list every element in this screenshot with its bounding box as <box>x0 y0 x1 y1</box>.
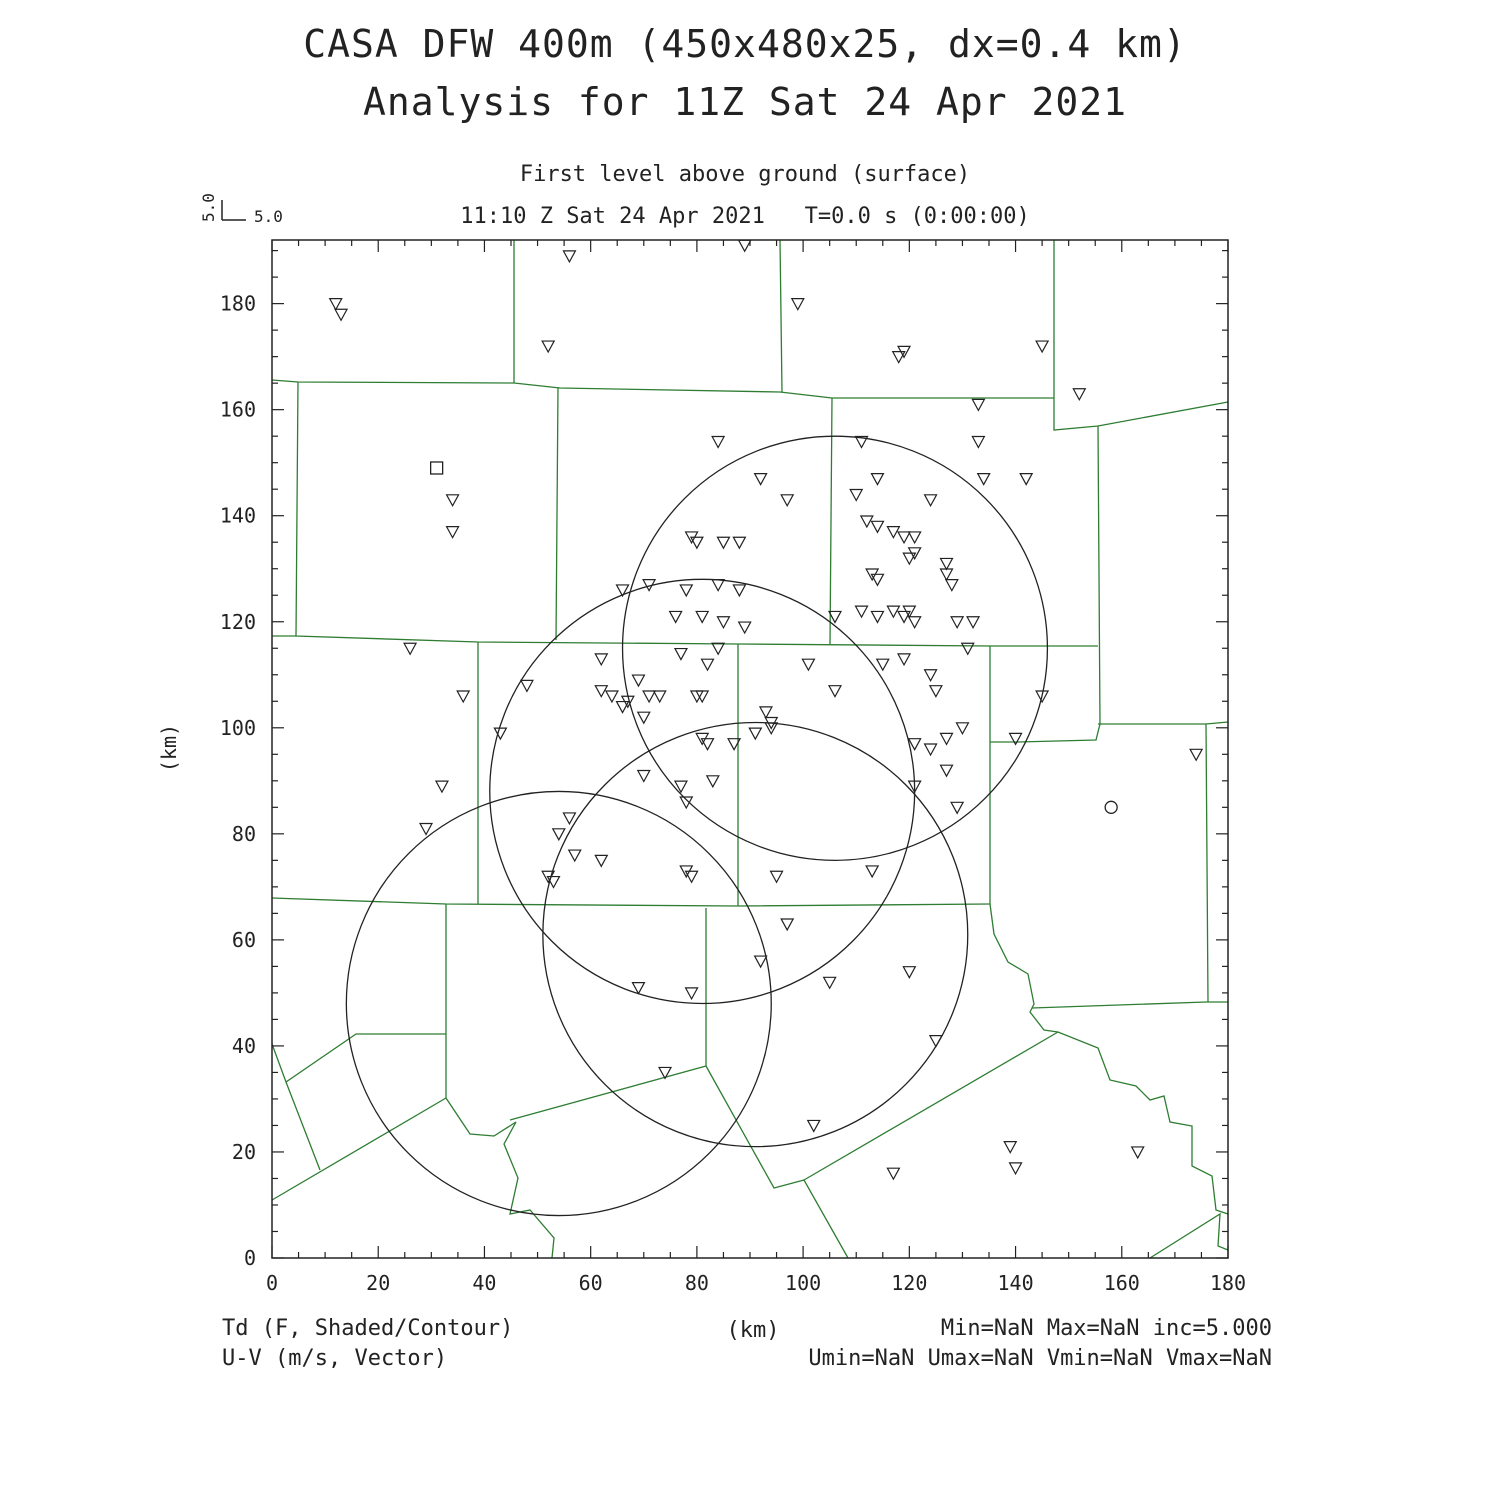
station-markers <box>330 240 1202 1179</box>
station-marker <box>951 617 963 628</box>
station-marker <box>930 686 942 697</box>
county-line <box>830 398 832 644</box>
station-marker <box>1004 1142 1016 1153</box>
station-marker <box>638 771 650 782</box>
county-line <box>1054 240 1228 430</box>
county-line <box>286 1082 320 1170</box>
station-marker <box>871 611 883 622</box>
station-marker <box>717 537 729 548</box>
x-tick-label: 160 <box>1103 1271 1140 1295</box>
station-marker <box>739 622 751 633</box>
station-marker <box>941 569 953 580</box>
county-line <box>1098 722 1228 724</box>
county-line <box>296 382 1098 646</box>
station-marker <box>1073 389 1085 400</box>
station-marker <box>1010 733 1022 744</box>
y-tick-label: 40 <box>231 1033 256 1058</box>
station-marker <box>436 781 448 792</box>
x-tick-label: 40 <box>472 1271 497 1295</box>
station-marker <box>1020 474 1032 485</box>
station-marker <box>866 866 878 877</box>
station-marker <box>871 521 883 532</box>
station-marker <box>1036 341 1048 352</box>
station-marker <box>670 611 682 622</box>
x-tick-label: 80 <box>684 1271 709 1295</box>
station-marker <box>680 585 692 596</box>
station-marker <box>1190 749 1202 760</box>
station-marker <box>675 649 687 660</box>
y-tick-label: 100 <box>219 715 256 740</box>
valid-time: 11:10 Z Sat 24 Apr 2021 T=0.0 s (0:00:00) <box>460 204 1030 229</box>
x-tick-label: 0 <box>265 1271 279 1295</box>
plot-frame <box>272 240 1228 1258</box>
station-marker <box>781 919 793 930</box>
station-marker <box>824 977 836 988</box>
station-marker <box>563 813 575 824</box>
station-marker <box>871 474 883 485</box>
circle-marker <box>1105 801 1117 813</box>
map-title: CASA DFW 400m (450x480x25, dx=0.4 km) <box>303 22 1187 66</box>
field-uv-label: U-V (m/s, Vector) <box>222 1346 448 1371</box>
station-marker <box>941 558 953 569</box>
station-marker <box>903 967 915 978</box>
station-marker <box>808 1120 820 1131</box>
station-marker <box>404 643 416 654</box>
station-marker <box>563 251 575 262</box>
county-line <box>990 426 1100 742</box>
station-marker <box>595 654 607 665</box>
y-tick-label: 140 <box>219 503 256 528</box>
vector-key <box>199 193 283 226</box>
station-marker <box>893 352 905 363</box>
station-marker <box>733 537 745 548</box>
station-marker <box>898 654 910 665</box>
station-marker <box>335 309 347 320</box>
station-marker <box>760 707 772 718</box>
field-td-label: Td (F, Shaded/Contour) <box>222 1316 514 1341</box>
station-marker <box>654 691 666 702</box>
vector-key-u: 5.0 <box>254 207 283 226</box>
station-marker <box>1010 1163 1022 1174</box>
station-marker <box>606 691 618 702</box>
radar-rings <box>346 436 1047 1215</box>
station-marker <box>925 670 937 681</box>
square-marker <box>431 462 443 474</box>
station-marker <box>962 643 974 654</box>
station-marker <box>909 617 921 628</box>
stats-td: Min=NaN Max=NaN inc=5.000 <box>940 1316 1272 1341</box>
vector-key-v: 5.0 <box>199 193 218 222</box>
county-line <box>780 240 782 392</box>
station-marker <box>978 474 990 485</box>
station-marker <box>930 1036 942 1047</box>
y-tick-label: 20 <box>231 1139 256 1164</box>
x-tick-label: 140 <box>997 1271 1034 1295</box>
station-marker <box>643 691 655 702</box>
station-marker <box>696 611 708 622</box>
station-marker <box>712 436 724 447</box>
county-line <box>1032 1002 1228 1008</box>
station-marker <box>829 686 841 697</box>
station-marker <box>898 532 910 543</box>
y-tick-label: 0 <box>243 1246 256 1270</box>
station-marker <box>850 490 862 501</box>
station-marker <box>951 802 963 813</box>
station-marker <box>447 495 459 506</box>
station-marker <box>707 776 719 787</box>
station-marker <box>972 399 984 410</box>
county-boundaries <box>272 240 1228 1258</box>
station-marker <box>717 617 729 628</box>
station-marker <box>941 733 953 744</box>
station-marker <box>771 871 783 882</box>
y-tick-label: 60 <box>231 927 256 952</box>
axes <box>220 240 1246 1295</box>
county-line <box>556 388 558 640</box>
station-marker <box>909 532 921 543</box>
station-marker <box>712 643 724 654</box>
station-marker <box>733 585 745 596</box>
station-marker <box>691 537 703 548</box>
station-marker <box>887 1168 899 1179</box>
station-marker <box>877 659 889 670</box>
county-line <box>990 904 1228 1214</box>
station-marker <box>755 956 767 967</box>
station-marker <box>755 474 767 485</box>
county-line <box>446 904 554 1258</box>
station-marker <box>521 680 533 691</box>
station-marker <box>925 495 937 506</box>
y-tick-label: 160 <box>219 397 256 422</box>
station-marker <box>553 829 565 840</box>
station-marker <box>739 240 751 251</box>
x-tick-label: 180 <box>1209 1271 1247 1295</box>
station-marker <box>972 436 984 447</box>
x-tick-label: 100 <box>785 1271 822 1295</box>
county-line <box>706 1066 848 1258</box>
y-tick-label: 180 <box>219 291 256 316</box>
station-marker <box>447 527 459 538</box>
station-marker <box>956 723 968 734</box>
station-marker <box>686 988 698 999</box>
station-marker <box>702 739 714 750</box>
station-marker <box>569 850 581 861</box>
station-marker <box>792 299 804 310</box>
county-line <box>1206 724 1208 1002</box>
station-marker <box>781 495 793 506</box>
analysis-time: Analysis for 11Z Sat 24 Apr 2021 <box>362 80 1128 124</box>
station-marker <box>632 675 644 686</box>
y-tick-label: 120 <box>219 609 256 634</box>
x-tick-label: 20 <box>366 1271 391 1295</box>
station-marker <box>595 855 607 866</box>
stats-uv: Umin=NaN Umax=NaN Vmin=NaN Vmax=NaN <box>808 1346 1272 1371</box>
station-marker <box>946 580 958 591</box>
station-marker <box>542 341 554 352</box>
x-tick-label: 60 <box>578 1271 603 1295</box>
special-markers <box>431 462 1118 813</box>
county-line <box>272 380 1054 398</box>
x-tick-label: 120 <box>891 1271 928 1295</box>
x-axis-label: (km) <box>726 1318 780 1343</box>
station-marker <box>749 728 761 739</box>
station-marker <box>1132 1147 1144 1158</box>
level-label: First level above ground (surface) <box>519 162 971 187</box>
station-marker <box>457 691 469 702</box>
station-marker <box>903 553 915 564</box>
station-marker <box>420 824 432 835</box>
station-marker <box>702 659 714 670</box>
station-marker <box>712 580 724 591</box>
station-marker <box>941 765 953 776</box>
y-tick-label: 80 <box>231 821 256 846</box>
station-marker <box>856 606 868 617</box>
station-marker <box>871 574 883 585</box>
station-marker <box>680 797 692 808</box>
station-marker <box>686 871 698 882</box>
station-marker <box>330 299 342 310</box>
station-marker <box>802 659 814 670</box>
station-marker <box>925 744 937 755</box>
y-axis-label: (km) <box>157 723 181 773</box>
station-marker <box>638 712 650 723</box>
station-marker <box>617 702 629 713</box>
station-marker <box>967 617 979 628</box>
county-line <box>1150 1214 1228 1258</box>
